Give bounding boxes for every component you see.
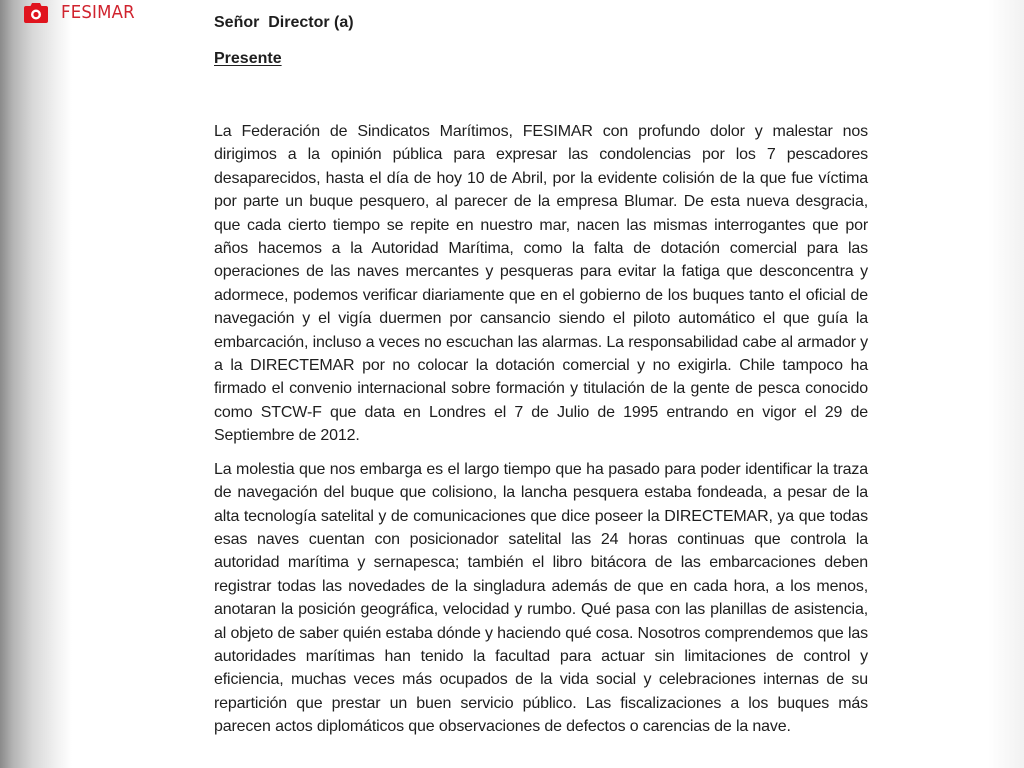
page-edge-shadow-left [0, 0, 72, 768]
letter-body [214, 120, 868, 739]
brand-name: FESIMAR [61, 2, 135, 23]
camera-icon [24, 2, 48, 23]
page-edge-shadow-right [988, 0, 1024, 768]
salutation: Señor Director (a) [214, 14, 354, 31]
paragraph: La molestia que nos embarga es el largo tiempo que ha pasado para poder identificar la traza de navegación del buque que colisiono, la lancha pesquera estaba fondeada, a pesar de la alta tecnología satelital y de comunicaciones que dice poseer la DIRECTEMAR, ya que todas esas naves cuentan con posicionador satelital las 24 horas continuas que controla la autoridad marítima y sernapesca; también el libro bitácora de las embarcaciones deben registrar todas las novedades de la singladura además de que en cada hora, a los menos, anotaran la posición geográfica, velocidad y rumbo. Qué pasa con las planillas de asistencia, al objeto de saber quién estaba dónde y haciendo qué cosa. Nosotros comprendemos que las autoridades marítimas han tenido la facultad para actuar sin limitaciones de control y eficiencia, muchas veces más ocupados de la vida social y celebraciones internas de su repartición que prestar un buen servicio público. Las fiscalizaciones a los buques más parecen actos diplomáticos que observaciones de defectos o carencias de la nave. [214, 460, 868, 736]
greeting: Presente [214, 50, 282, 67]
source-watermark [24, 2, 141, 23]
paragraph: La Federación de Sindicatos Marítimos, FESIMAR con profundo dolor y malestar nos dirigimos a la opinión pública para expresar las condolencias por los 7 pescadores desaparecidos, hasta el día de hoy 10 de Abril, por la evidente colisión de la que fue víctima por parte un buque pesquero, al parecer de la empresa Blumar. De esta nueva desgracia, que cada cierto tiempo se repite en nuestro mar, nacen las mismas interrogantes que por años hacemos a la Autoridad Marítima, como la falta de dotación comercial para las operaciones de las naves mercantes y pesqueras para evitar la fatiga que desconcentra y adormece, podemos verificar diariamente que en el gobierno de los buques tanto el oficial de navegación y el vigía duermen por cansancio siendo el piloto automático el que guía la embarcación, incluso a veces no escuchan las alarmas. La responsabilidad cabe al armador y a la DIRECTEMAR por no colocar la dotación comercial y no exigirla. Chile tampoco ha firmado el convenio internacional sobre formación y titulación de la gente de pesca conocido como STCW-F que data en Londres el 7 de Julio de 1995 entrando en vigor el 29 de Septiembre de 2012. [214, 123, 868, 445]
